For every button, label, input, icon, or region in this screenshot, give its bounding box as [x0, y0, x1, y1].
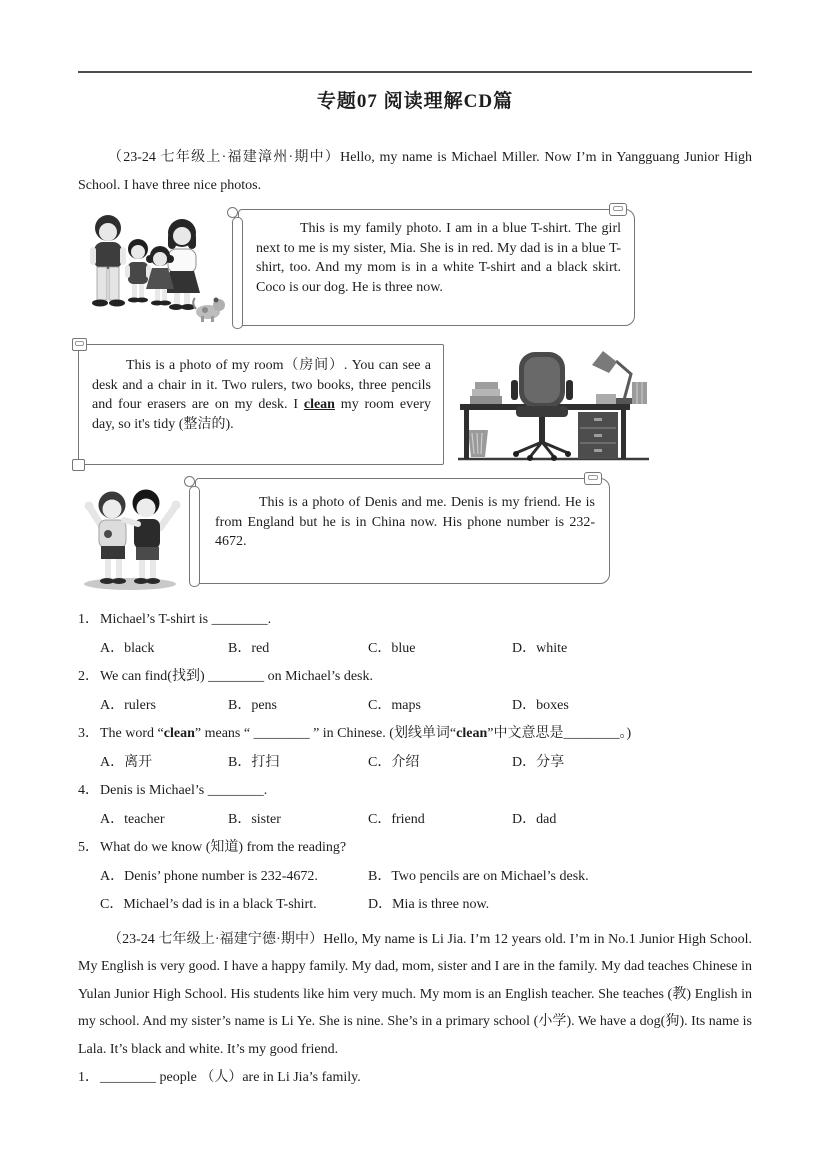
question-2-option-a: A．rulers: [100, 697, 156, 713]
question-3-option-b: B．打扫: [228, 754, 280, 770]
question-3-options: [78, 749, 752, 778]
family-note-scroll: [238, 209, 635, 326]
scroll-curl-knob-icon: [227, 207, 238, 218]
denis-note-scroll: [195, 478, 610, 584]
denis-note-text: This is a photo of Denis and me. Denis is my friend. He is from England but he is in China now. His phone number is 232-4672.: [215, 495, 595, 549]
question-2-option-d: D．boxes: [512, 697, 569, 713]
passage1-source-tag: （23-24 七年级上·福建漳州·期中）: [108, 150, 341, 165]
passage2-source-tag: （23-24 七年级上·福建宁德·期中）: [108, 931, 324, 947]
scroll-left-curl: [189, 486, 200, 587]
question-3: [78, 720, 752, 749]
question-4-number: 4．: [78, 783, 99, 798]
question-1-option-a: A．black: [100, 640, 155, 656]
scroll-top-right-curl-icon: [584, 472, 602, 485]
room-note-part2: my room every day, so it's tidy (整洁的).: [92, 397, 431, 432]
question-3-option-a: A．离开: [100, 754, 153, 770]
question-5-option-c: C．Michael’s dad is in a black T-shirt.: [100, 897, 317, 912]
question-2: [78, 663, 752, 692]
question-2-option-b: B．pens: [228, 697, 277, 713]
question-4-option-d: D．dad: [512, 811, 557, 827]
question-1-option-c: C．blue: [368, 640, 416, 656]
desk-illustration: [456, 344, 651, 465]
passage2-question-1: [78, 1064, 752, 1093]
photo-row-denis: [78, 478, 752, 591]
scroll-curl-knob-icon: [184, 476, 195, 487]
passage1-intro-text: Hello, my name is Michael Miller. Now I’m in Yangguang Junior High School. I have three nice photos.: [78, 150, 752, 193]
question-1-options: [78, 635, 752, 664]
question-1: [78, 606, 752, 635]
scroll-bottom-left-curl-icon: [72, 459, 85, 471]
room-note-text: [92, 356, 431, 434]
room-note-scroll: [78, 344, 444, 465]
family-photo-illustration: [78, 209, 225, 326]
question-1-option-d: D．white: [512, 640, 568, 656]
passage2-text: [78, 926, 752, 1064]
room-note-part1: This is a photo of my room（房间）. You can see a desk and a chair in it. Two rulers, two books, three pencils and four erasers are on my desk. I: [92, 358, 431, 412]
question-3-stem-part2: ” means “ ________ ” in Chinese. (划线单词“: [194, 726, 457, 741]
question-3-clean-word-2: clean: [456, 726, 488, 741]
question-2-stem: We can find(找到) ________ on Michael’s desk.: [100, 669, 373, 684]
question-3-option-d: D．分享: [512, 754, 565, 770]
question-4-option-b: B．sister: [228, 811, 281, 827]
question-1-number: 1．: [78, 612, 99, 627]
question-5-options: [78, 863, 752, 920]
two-boys-illustration: [78, 478, 186, 591]
passage1-intro: [78, 144, 752, 199]
question-5-option-a: A．Denis’ phone number is 232-4672.: [100, 868, 318, 884]
question-4-stem: Denis is Michael’s ________.: [100, 783, 268, 798]
question-3-option-c: C．介绍: [368, 754, 420, 770]
scroll-left-curl: [232, 217, 243, 329]
question-4-options: [78, 806, 752, 835]
question-3-stem-part3: ”中文意思是________。): [487, 726, 632, 741]
question-2-number: 2．: [78, 669, 99, 684]
question-5-option-b: B．Two pencils are on Michael’s desk.: [368, 868, 589, 884]
scroll-top-left-curl-icon: [72, 338, 87, 351]
photo-row-family: [78, 209, 752, 326]
question-4-option-c: C．friend: [368, 811, 425, 827]
question-1-stem: Michael’s T-shirt is ________.: [100, 612, 272, 627]
question-4-option-a: A．teacher: [100, 811, 165, 827]
header-rule: [78, 71, 752, 73]
question-3-stem-part1: The word “: [100, 726, 164, 741]
passage2-question-1-stem: ________ people （人）are in Li Jia’s family.: [100, 1070, 361, 1085]
question-5: [78, 834, 752, 863]
question-3-number: 3．: [78, 726, 99, 741]
question-1-option-b: B．red: [228, 640, 270, 656]
question-5-option-d: D．Mia is three now.: [368, 897, 490, 912]
passage2-body-text: Hello, My name is Li Jia. I’m 12 years old. I’m in No.1 Junior High School. My English is very good. I have a happy family. My dad, mom, sister and I are in the family. My dad teaches Chinese in Yulan Junior High School. His students like him very much. My mom is an English teacher. She teaches (教) English in my school. And my sister’s name is Li Ye. She is nine. She’s in a primary school (小学). We have a dog(狗). Its name is Lala. It’s black and white. It’s my good friend.: [78, 931, 752, 1057]
question-3-clean-word-1: clean: [163, 726, 195, 741]
room-note-clean-word: clean: [303, 397, 335, 412]
question-list: [78, 606, 752, 920]
passage2-question-1-number: 1．: [78, 1070, 99, 1085]
photo-row-room: [78, 344, 752, 465]
scroll-top-right-curl-icon: [609, 203, 627, 216]
page-title: 专题07 阅读理解CD篇: [316, 91, 514, 112]
question-5-number: 5．: [78, 840, 99, 855]
question-2-option-c: C．maps: [368, 697, 421, 713]
family-note-text: This is my family photo. I am in a blue T-shirt. The girl next to me is my sister, Mia. She is in red. My dad is in a blue T-shirt, too. And my mom is in a white T-shirt and a black skirt. Coco is our dog. He is three now.: [256, 221, 621, 295]
question-5-stem: What do we know (知道) from the reading?: [100, 840, 347, 855]
question-4: [78, 777, 752, 806]
question-2-options: [78, 692, 752, 721]
